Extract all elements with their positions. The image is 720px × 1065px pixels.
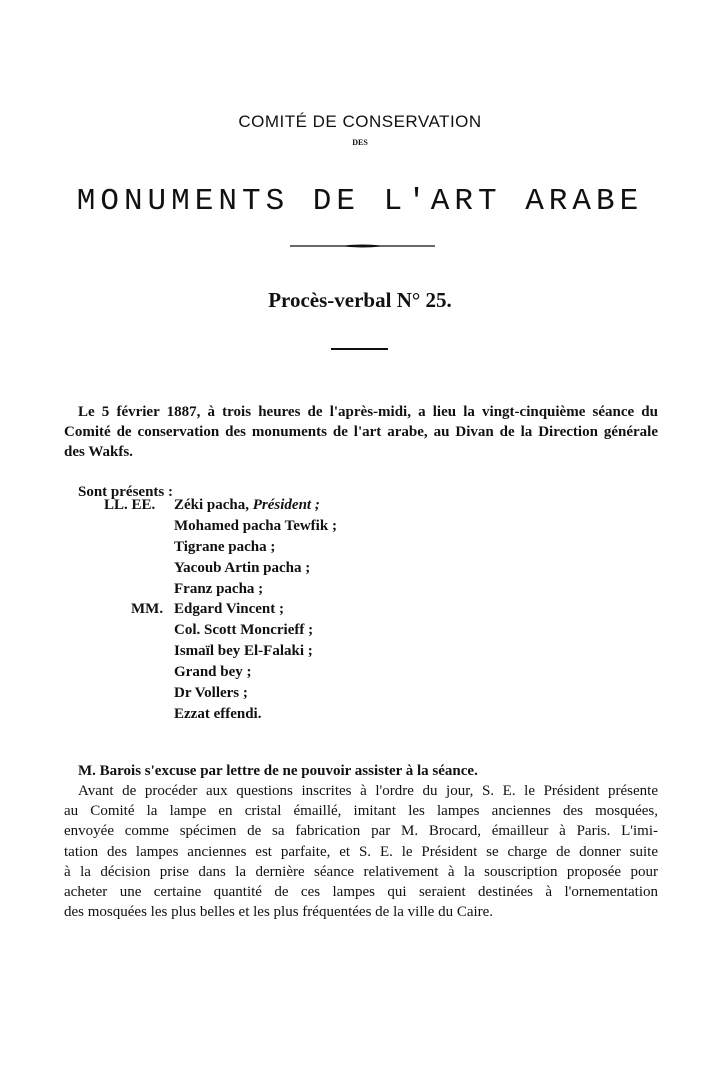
committee-title: COMITÉ DE CONSERVATION <box>238 112 482 131</box>
present-label: Sont présents : <box>78 484 174 500</box>
body-line: au Comité la lampe en cristal émaillé, imitant les lampes anciennes des mosquées, <box>64 803 658 819</box>
attendee: Ismaïl bey El-Falaki ; <box>174 643 313 659</box>
attendee: Franz pacha ; <box>174 581 264 597</box>
title-connector: DES <box>352 138 368 147</box>
attendee: Ezzat effendi. <box>174 706 262 722</box>
attendee: Col. Scott Moncrieff ; <box>174 622 314 638</box>
attendee <box>174 497 320 514</box>
group-title-excellencies: LL. EE. <box>104 497 156 513</box>
body-line: des mosquées les plus belles et les plus fréquentées de la ville du Caire. <box>64 904 494 920</box>
body-line: à la décision prise dans la dernière séance relativement à la souscription proposée pour <box>64 864 658 880</box>
minutes-number: Procès-verbal N° 25. <box>268 288 452 312</box>
intro-line: des Wakfs. <box>64 444 133 460</box>
group-title-messieurs: MM. <box>131 601 164 617</box>
divider-rule <box>331 348 388 350</box>
attendee-role: Président ; <box>252 497 320 513</box>
attendee: Dr Vollers ; <box>174 685 248 701</box>
body-line: Avant de procéder aux questions inscrites à l'ordre du jour, S. E. le Président présente <box>78 783 658 799</box>
intro-line: Comité de conservation des monuments de l'art arabe, au Divan de la Direction générale <box>64 424 658 440</box>
attendee: Edgard Vincent ; <box>174 601 285 617</box>
main-title: MONUMENTS DE L'ART ARABE <box>76 184 644 219</box>
attendee-name: Zéki pacha, <box>174 497 253 513</box>
attendee: Grand bey ; <box>174 664 252 680</box>
body-line: tation des lampes anciennes est parfaite, et S. E. le Président se charge de donner suite <box>64 844 658 860</box>
attendee: Mohamed pacha Tewfik ; <box>174 518 337 534</box>
attendee: Tigrane pacha ; <box>174 539 276 555</box>
body-line: M. Barois s'excuse par lettre de ne pouvoir assister à la séance. <box>78 763 478 779</box>
body-line: acheter une certaine quantité de ces lampes qui seraient destinées à l'ornementation <box>64 884 658 900</box>
intro-line: Le 5 février 1887, à trois heures de l'après-midi, a lieu la vingt-cinquième séance du <box>78 404 658 420</box>
ornament-divider <box>290 244 435 248</box>
attendee: Yacoub Artin pacha ; <box>174 560 311 576</box>
body-line: envoyée comme spécimen de sa fabrication par M. Brocard, émailleur à Paris. L'imi- <box>64 823 658 839</box>
